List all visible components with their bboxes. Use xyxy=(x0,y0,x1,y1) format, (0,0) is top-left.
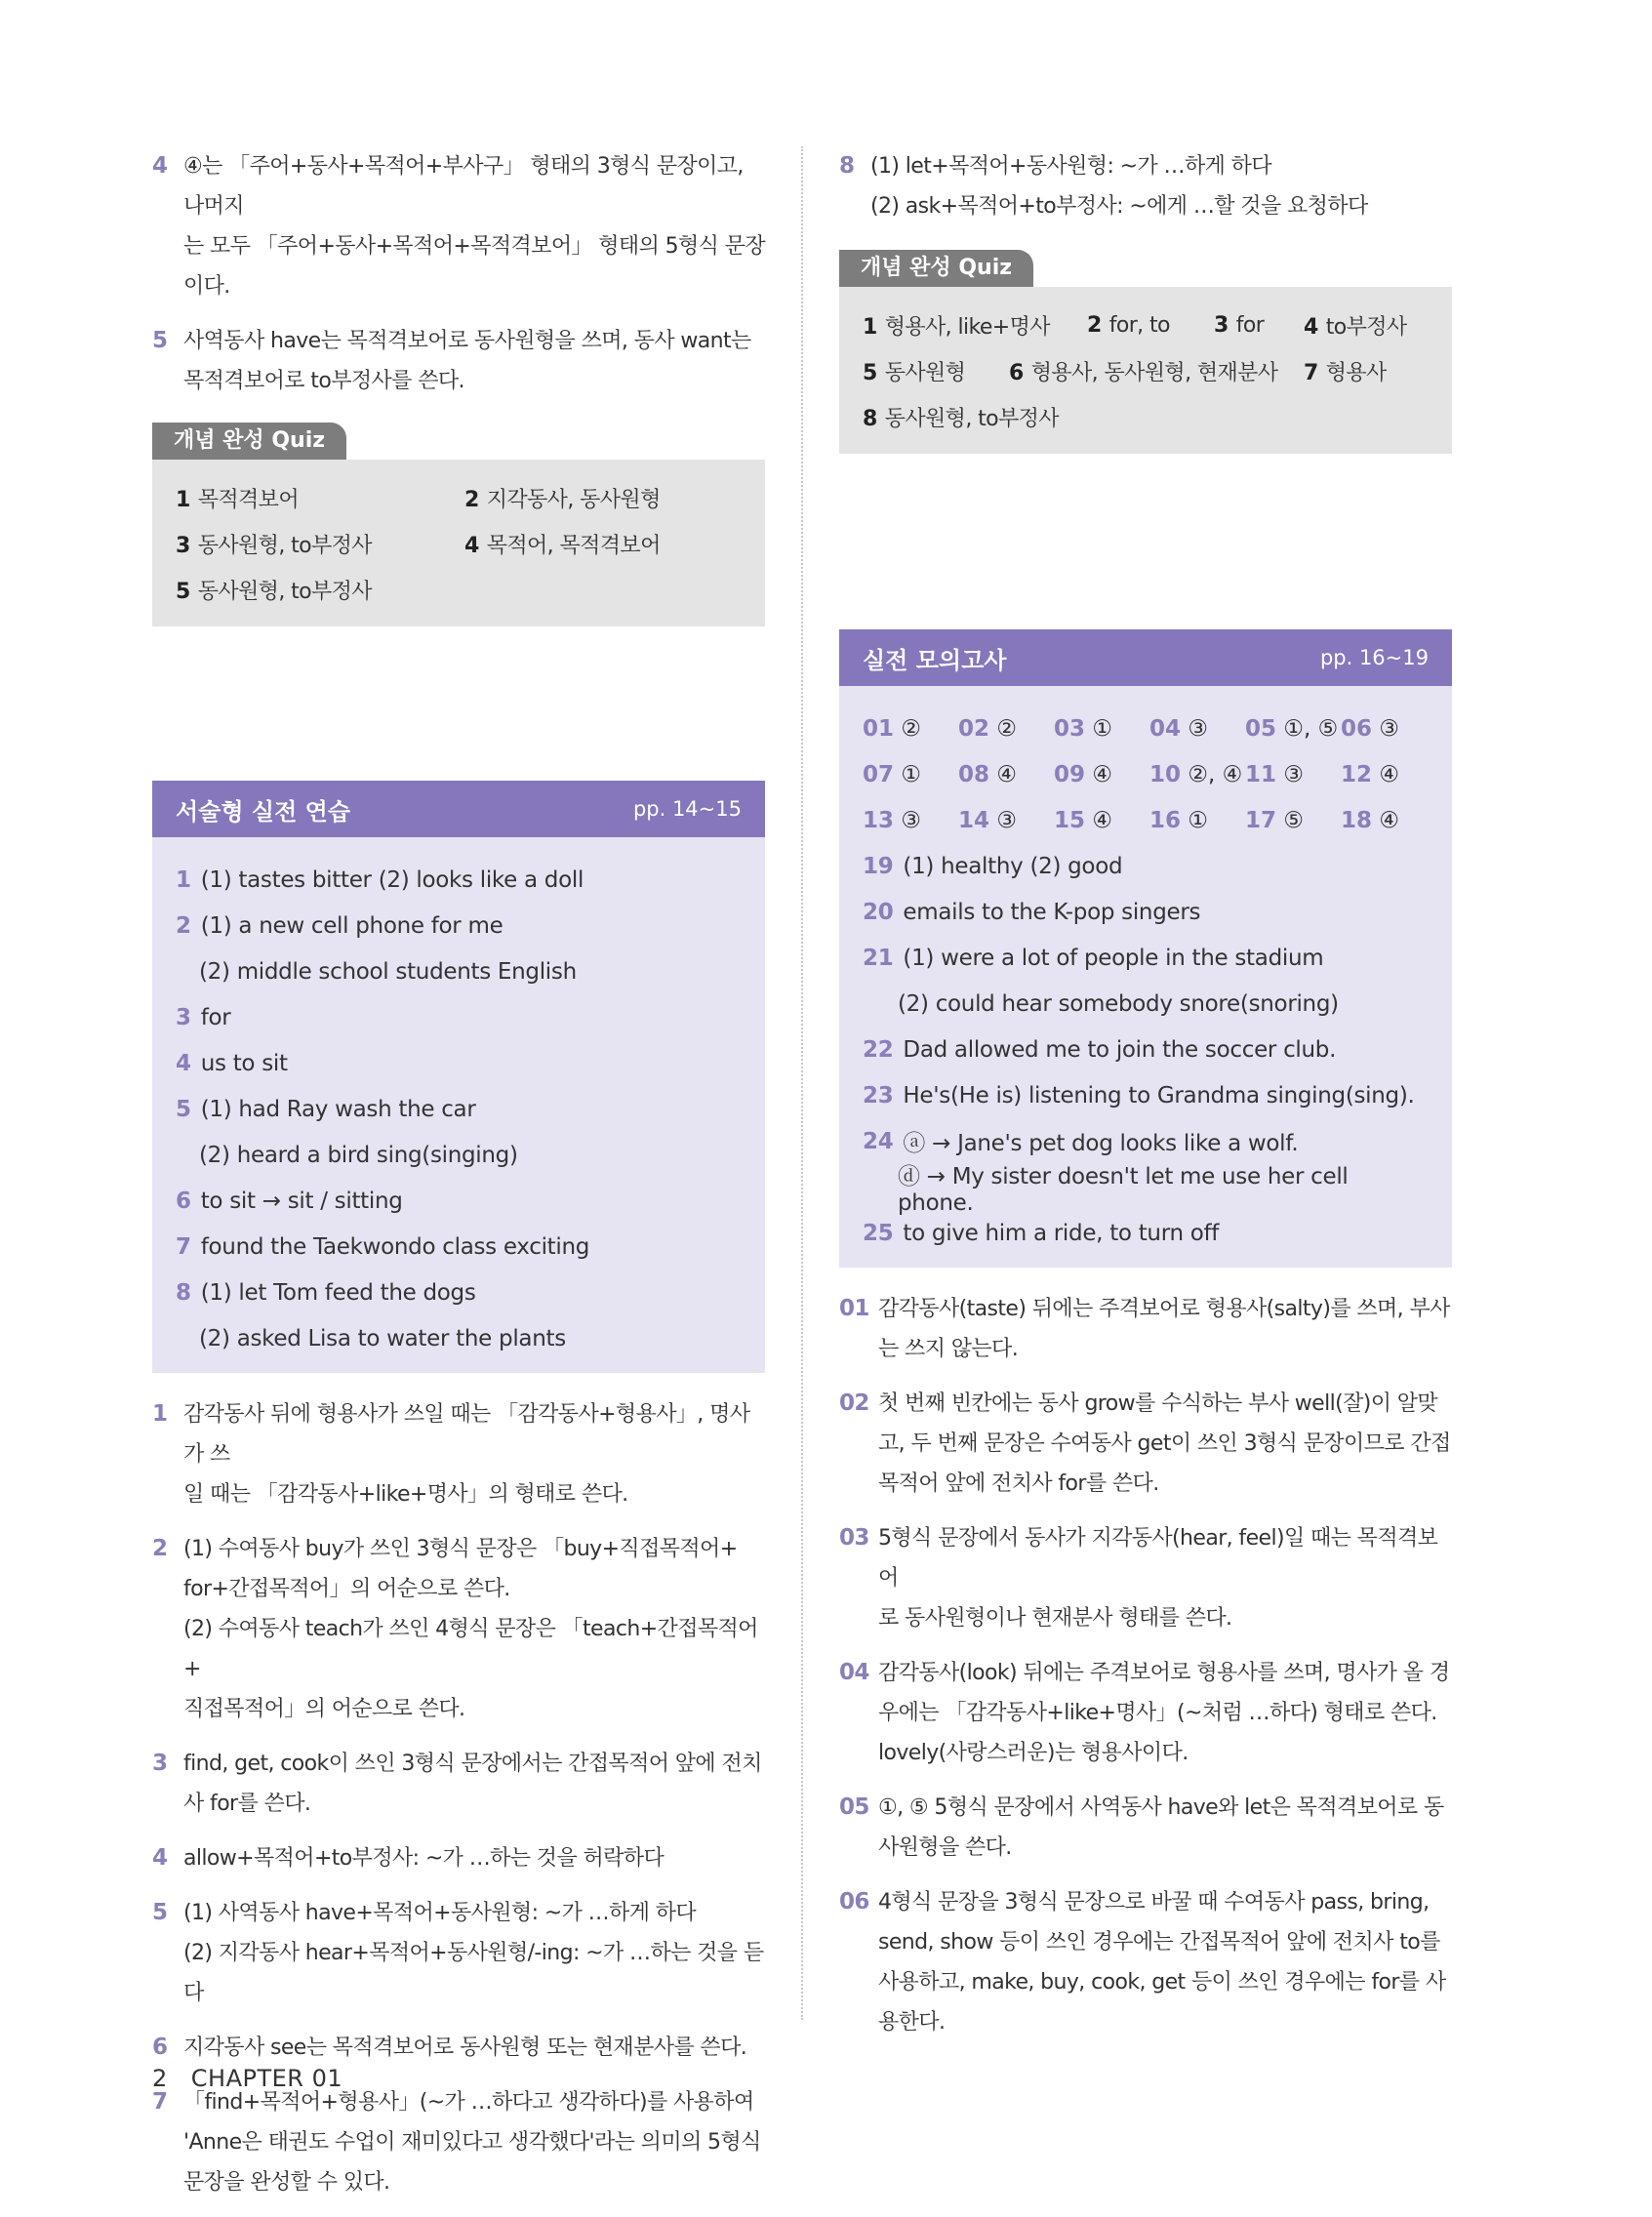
grid-choice: ③ xyxy=(996,807,1017,833)
answer-text: (2) heard a bird sing(singing) xyxy=(199,1142,518,1168)
quiz-answer: 동사원형 xyxy=(884,361,966,385)
quiz-answer: 형용사, 동사원형, 현재분사 xyxy=(1030,361,1278,385)
explanation-line: 'Anne은 태권도 수업이 재미있다고 생각했다'라는 의미의 5형식 xyxy=(183,2130,761,2155)
explanation-line: 첫 번째 빈칸에는 동사 grow를 수식하는 부사 well(잘)이 알맞 xyxy=(878,1391,1438,1416)
grid-answer xyxy=(1149,751,1245,797)
explanation-line: (2) ask+목적어+to부정사: ~에게 …할 것을 요청하다 xyxy=(870,194,1368,219)
answer-text: found the Taekwondo class exciting xyxy=(200,1233,590,1260)
quiz-number: 5 xyxy=(176,580,190,604)
quiz-number: 2 xyxy=(464,488,479,512)
explanation-item xyxy=(839,1788,1452,1868)
explanation-line: 일 때는 「감각동사+like+명사」의 형태로 쓴다. xyxy=(183,1482,628,1507)
quiz-number: 5 xyxy=(863,361,877,385)
grid-choice: ③ xyxy=(1283,761,1304,787)
explanation-line: 고, 두 번째 문장은 수여동사 get이 쓰인 3형식 문장이므로 간접 xyxy=(878,1431,1451,1456)
explanation-line: (1) 사역동사 have+목적어+동사원형: ~가 …하게 하다 xyxy=(183,1901,697,1925)
quiz-number: 7 xyxy=(1304,361,1318,385)
answer-number: 6 xyxy=(176,1188,191,1214)
column-divider xyxy=(801,146,803,2020)
quiz-row xyxy=(863,302,1429,348)
right-explanations xyxy=(839,1289,1452,2042)
explanation-item xyxy=(839,1384,1452,1504)
grid-answer xyxy=(1341,705,1436,751)
answer-text: He's(He is) listening to Grandma singing(sing). xyxy=(903,1082,1415,1108)
explanation-item xyxy=(152,2082,765,2202)
quiz-answer: 형용사, like+명사 xyxy=(884,315,1050,340)
quiz-number: 3 xyxy=(1214,313,1229,338)
explanation-line: 로 동사원형이나 현재분사 형태를 쓴다. xyxy=(878,1606,1232,1631)
grid-choice: ④ xyxy=(1379,761,1399,787)
answer-line xyxy=(176,1040,742,1086)
explanation-line: 지각동사 see는 목적격보어로 동사원형 또는 현재분사를 쓴다. xyxy=(183,2036,747,2060)
explanation-item xyxy=(152,146,765,306)
explanation-line: 4형식 문장을 3형식 문장으로 바꿀 때 수여동사 pass, bring, xyxy=(878,1890,1430,1915)
grid-choice: ①, ⑤ xyxy=(1283,715,1339,742)
quiz-answer: 형용사 xyxy=(1325,361,1387,385)
quiz-number: 3 xyxy=(176,534,190,558)
explanation-number: 6 xyxy=(152,2035,168,2060)
answer-number: 21 xyxy=(863,945,894,971)
explanation-number: 2 xyxy=(152,1536,168,1561)
grid-number: 01 xyxy=(863,715,895,742)
explanation-line: 감각동사(taste) 뒤에는 주격보어로 형용사(salty)를 쓰며, 부사 xyxy=(878,1297,1450,1321)
answer-line xyxy=(863,1164,1429,1216)
grid-choice: ④ xyxy=(1092,807,1112,833)
grid-number: 10 xyxy=(1149,761,1182,787)
grid-choice: ② xyxy=(901,715,921,742)
explanation-number: 4 xyxy=(152,1845,168,1871)
answer-line xyxy=(176,1086,742,1132)
quiz-number: 1 xyxy=(863,315,877,340)
grid-number: 07 xyxy=(863,761,895,787)
answer-line xyxy=(863,1072,1429,1118)
grid-answer xyxy=(1054,797,1149,843)
answer-line xyxy=(176,948,742,994)
answer-number: 3 xyxy=(176,1004,191,1030)
quiz-number: 8 xyxy=(863,407,877,431)
grid-number: 15 xyxy=(1054,807,1086,833)
explanation-item xyxy=(839,1518,1452,1638)
quiz-tab: 개념 완성 Quiz xyxy=(152,423,346,460)
left-column xyxy=(152,146,765,2217)
explanation-item xyxy=(152,1838,765,1878)
grid-number: 08 xyxy=(958,761,990,787)
grid-answer xyxy=(1149,705,1245,751)
answer-line xyxy=(176,903,742,948)
answer-text: (2) asked Lisa to water the plants xyxy=(199,1325,566,1351)
mock-test-pages: pp. 16~19 xyxy=(1319,646,1429,669)
quiz-number: 4 xyxy=(464,534,479,558)
grid-number: 12 xyxy=(1341,761,1373,787)
quiz-number: 4 xyxy=(1304,315,1318,340)
grid-number: 06 xyxy=(1341,715,1373,742)
grid-choice: ④ xyxy=(1092,761,1112,787)
grid-answer xyxy=(1149,797,1245,843)
grid-number: 18 xyxy=(1341,807,1373,833)
answer-text: (1) had Ray wash the car xyxy=(200,1096,476,1122)
quiz-answer: 지각동사, 동사원형 xyxy=(486,488,661,512)
explanation-line: ①, ⑤ 5형식 문장에서 사역동사 have와 let은 목적격보어로 동 xyxy=(878,1795,1444,1820)
explanation-line: 「find+목적어+형용사」(~가 …하다고 생각하다)를 사용하여 xyxy=(183,2090,754,2115)
quiz-answer: 동사원형, to부정사 xyxy=(197,534,372,558)
mock-test-header xyxy=(839,629,1452,686)
explanation-number: 1 xyxy=(152,1401,168,1427)
answer-text: us to sit xyxy=(200,1050,288,1076)
grid-choice: ② xyxy=(996,715,1017,742)
explanation-number: 02 xyxy=(839,1391,869,1416)
grid-answer xyxy=(863,705,958,751)
page-number: 2 xyxy=(152,2065,168,2092)
answer-text: to give him a ride, to turn off xyxy=(903,1220,1220,1246)
practice-pages: pp. 14~15 xyxy=(632,797,742,821)
grid-answer xyxy=(958,705,1054,751)
answer-number: 4 xyxy=(176,1050,191,1076)
explanation-number: 05 xyxy=(839,1794,869,1820)
explanation-line: (1) 수여동사 buy가 쓰인 3형식 문장은 「buy+직접목적어+ xyxy=(183,1537,738,1561)
quiz-answer: for xyxy=(1235,313,1265,338)
quiz-box xyxy=(839,287,1452,454)
quiz-row xyxy=(863,348,1429,394)
left-top-explanations xyxy=(152,146,765,401)
answer-text: Dad allowed me to join the soccer club. xyxy=(903,1036,1337,1063)
answer-text: (1) a new cell phone for me xyxy=(200,912,504,939)
explanation-line: 목적어 앞에 전치사 for를 쓴다. xyxy=(878,1471,1159,1496)
explanation-line: find, get, cook이 쓰인 3형식 문장에서는 간접목적어 앞에 전치 xyxy=(183,1752,762,1776)
grid-number: 02 xyxy=(958,715,990,742)
grid-answer xyxy=(1245,751,1341,797)
quiz-answer: 목적어, 목적격보어 xyxy=(486,534,661,558)
answer-number: 7 xyxy=(176,1233,191,1260)
explanation-line: 감각동사 뒤에 형용사가 쓰일 때는 「감각동사+형용사」, 명사가 쓰 xyxy=(183,1402,750,1467)
answer-line xyxy=(863,935,1429,981)
explanation-line: 문장을 완성할 수 있다. xyxy=(183,2170,390,2195)
grid-choice: ① xyxy=(1092,715,1112,742)
explanation-number: 3 xyxy=(152,1751,168,1776)
grid-answer xyxy=(1341,797,1436,843)
explanation-number: 7 xyxy=(152,2089,168,2115)
grid-number: 14 xyxy=(958,807,990,833)
explanation-item xyxy=(839,146,1452,226)
quiz-row xyxy=(176,521,742,567)
explanation-number: 04 xyxy=(839,1660,869,1685)
quiz-answer: 동사원형, to부정사 xyxy=(197,580,372,604)
quiz-number: 1 xyxy=(176,488,190,512)
quiz-tab: 개념 완성 Quiz xyxy=(839,250,1033,287)
grid-number: 09 xyxy=(1054,761,1086,787)
explanation-line: 직접목적어」의 어순으로 쓴다. xyxy=(183,1697,465,1721)
explanation-item xyxy=(839,1289,1452,1369)
answer-line xyxy=(863,843,1429,889)
mock-test-body xyxy=(839,686,1452,1268)
answer-line xyxy=(863,889,1429,935)
answer-text: (1) healthy (2) good xyxy=(903,853,1123,879)
grid-answer xyxy=(863,751,958,797)
explanation-line: (2) 수여동사 teach가 쓰인 4형식 문장은 「teach+간접목적어+ xyxy=(183,1617,758,1681)
grid-choice: ③ xyxy=(901,807,921,833)
grid-choice: ① xyxy=(1188,807,1208,833)
answer-text: emails to the K-pop singers xyxy=(903,899,1201,925)
quiz-row xyxy=(176,567,742,613)
explanation-line: 우에는 「감각동사+like+명사」(~처럼 …하다) 형태로 쓴다. xyxy=(878,1701,1437,1725)
quiz-answer: 동사원형, to부정사 xyxy=(884,407,1059,431)
answer-text: ⓓ → My sister doesn't let me use her cell phone. xyxy=(898,1164,1349,1216)
quiz-row xyxy=(863,394,1429,440)
explanation-line: lovely(사랑스러운)는 형용사이다. xyxy=(878,1741,1189,1765)
quiz-answer: 목적격보어 xyxy=(197,488,299,512)
grid-number: 04 xyxy=(1149,715,1182,742)
answer-number: 2 xyxy=(176,912,191,939)
explanation-line: 사 for를 쓴다. xyxy=(183,1792,311,1816)
explanation-number: 8 xyxy=(839,153,855,179)
answer-number: 24 xyxy=(863,1128,894,1154)
grid-answer xyxy=(863,797,958,843)
answer-line xyxy=(176,1224,742,1270)
explanation-item xyxy=(839,1653,1452,1773)
grid-number: 17 xyxy=(1245,807,1277,833)
explanation-line: 감각동사(look) 뒤에는 주격보어로 형용사를 쓰며, 명사가 올 경 xyxy=(878,1661,1450,1685)
answer-line xyxy=(176,994,742,1040)
answer-line xyxy=(176,1315,742,1361)
answer-line xyxy=(176,1178,742,1224)
answer-number: 19 xyxy=(863,853,894,879)
answer-line xyxy=(863,1118,1429,1164)
grid-answer xyxy=(1054,705,1149,751)
answer-text: (2) middle school students English xyxy=(199,958,577,985)
explanation-line: 는 모두 「주어+동사+목적어+목적격보어」 형태의 5형식 문장이다. xyxy=(183,234,766,299)
explanation-number: 01 xyxy=(839,1296,869,1321)
quiz-number: 2 xyxy=(1087,313,1102,338)
explanation-number: 06 xyxy=(839,1889,869,1915)
explanation-line: allow+목적어+to부정사: ~가 …하는 것을 허락하다 xyxy=(183,1846,665,1871)
quiz-box xyxy=(152,460,765,626)
explanation-line: 사원형을 쓴다. xyxy=(878,1835,1012,1860)
answer-text: (1) let Tom feed the dogs xyxy=(200,1279,476,1306)
answer-text: for xyxy=(200,1004,231,1030)
explanation-line: 사역동사 have는 목적격보어로 동사원형을 쓰며, 동사 want는 xyxy=(183,329,751,353)
practice-header xyxy=(152,781,765,837)
answer-line xyxy=(176,857,742,903)
grid-answer xyxy=(958,751,1054,797)
chapter-label: CHAPTER 01 xyxy=(190,2065,343,2092)
answer-line xyxy=(176,1270,742,1315)
concept-quiz xyxy=(152,423,765,626)
grid-choice: ③ xyxy=(1188,715,1208,742)
quiz-answer: for, to xyxy=(1108,313,1170,338)
answer-number: 25 xyxy=(863,1220,894,1246)
answer-text: (1) tastes bitter (2) looks like a doll xyxy=(200,867,584,893)
answer-number: 8 xyxy=(176,1279,191,1306)
practice-body xyxy=(152,837,765,1373)
grid-choice: ②, ④ xyxy=(1188,761,1243,787)
answer-number: 22 xyxy=(863,1036,894,1063)
grid-number: 03 xyxy=(1054,715,1086,742)
explanation-line: 목적격보어로 to부정사를 쓴다. xyxy=(183,369,464,393)
answer-number: 5 xyxy=(176,1096,191,1122)
answer-line xyxy=(863,981,1429,1027)
practice-title: 서술형 실전 연습 xyxy=(176,797,350,826)
grid-number: 05 xyxy=(1245,715,1277,742)
explanation-line: send, show 등이 쓰인 경우에는 간접목적어 앞에 전치사 to를 xyxy=(878,1930,1440,1955)
quiz-row xyxy=(176,475,742,521)
grid-choice: ⑤ xyxy=(1283,807,1304,833)
answer-number: 20 xyxy=(863,899,894,925)
answer-number: 23 xyxy=(863,1082,894,1108)
answer-text: (2) could hear somebody snore(snoring) xyxy=(898,990,1339,1017)
explanation-number: 5 xyxy=(152,1900,168,1925)
grid-answer xyxy=(958,797,1054,843)
explanation-line: (2) 지각동사 hear+목적어+동사원형/-ing: ~가 …하는 것을 듣다 xyxy=(183,1941,764,2005)
grid-answer xyxy=(1341,751,1436,797)
grid-choice: ④ xyxy=(996,761,1017,787)
right-column xyxy=(839,146,1452,2057)
concept-quiz xyxy=(839,250,1452,454)
explanation-item xyxy=(152,2028,765,2068)
answer-line xyxy=(863,1210,1429,1256)
grid-answer xyxy=(1054,751,1149,797)
explanation-item xyxy=(152,1744,765,1824)
quiz-number: 6 xyxy=(1009,361,1024,385)
explanation-item xyxy=(152,321,765,401)
explanation-item xyxy=(152,1893,765,2013)
explanation-number: 03 xyxy=(839,1525,869,1551)
explanation-line: 사용하고, make, buy, cook, get 등이 쓰인 경우에는 for를 사 xyxy=(878,1970,1446,1995)
grid-choice: ④ xyxy=(1379,807,1399,833)
answer-line xyxy=(863,1027,1429,1072)
explanation-line: for+간접목적어」의 어순으로 쓴다. xyxy=(183,1577,510,1601)
grid-answer xyxy=(1245,705,1341,751)
explanation-number: 4 xyxy=(152,153,168,179)
grid-choice: ① xyxy=(901,761,921,787)
answer-text: to sit → sit / sitting xyxy=(200,1188,403,1214)
explanation-line: 5형식 문장에서 동사가 지각동사(hear, feel)일 때는 목적격보어 xyxy=(878,1526,1438,1591)
explanation-item xyxy=(152,1394,765,1514)
grid-number: 11 xyxy=(1245,761,1277,787)
grid-answer xyxy=(1245,797,1341,843)
answer-number: 1 xyxy=(176,867,191,893)
answer-grid xyxy=(863,705,1429,843)
explanation-line: 용한다. xyxy=(878,2010,946,2035)
explanation-line: ④는 「주어+동사+목적어+부사구」 형태의 3형식 문장이고, 나머지 xyxy=(183,154,744,219)
right-top-explanations xyxy=(839,146,1452,226)
explanation-item xyxy=(152,1529,765,1729)
grid-number: 13 xyxy=(863,807,895,833)
page-footer xyxy=(152,2065,342,2092)
quiz-answer: to부정사 xyxy=(1325,315,1407,340)
explanation-line: 는 쓰지 않는다. xyxy=(878,1337,1019,1361)
grid-number: 16 xyxy=(1149,807,1182,833)
mock-test-title: 실전 모의고사 xyxy=(863,646,1007,674)
practice-section xyxy=(152,781,765,1373)
explanation-number: 5 xyxy=(152,328,168,353)
grid-choice: ③ xyxy=(1379,715,1399,742)
explanation-item xyxy=(839,1882,1452,2042)
answer-line xyxy=(176,1132,742,1178)
answer-text: (1) were a lot of people in the stadium xyxy=(903,945,1324,971)
mock-test-section xyxy=(839,629,1452,1268)
explanation-line: (1) let+목적어+동사원형: ~가 …하게 하다 xyxy=(870,154,1271,179)
answer-text: ⓐ → Jane's pet dog looks like a wolf. xyxy=(903,1131,1299,1156)
